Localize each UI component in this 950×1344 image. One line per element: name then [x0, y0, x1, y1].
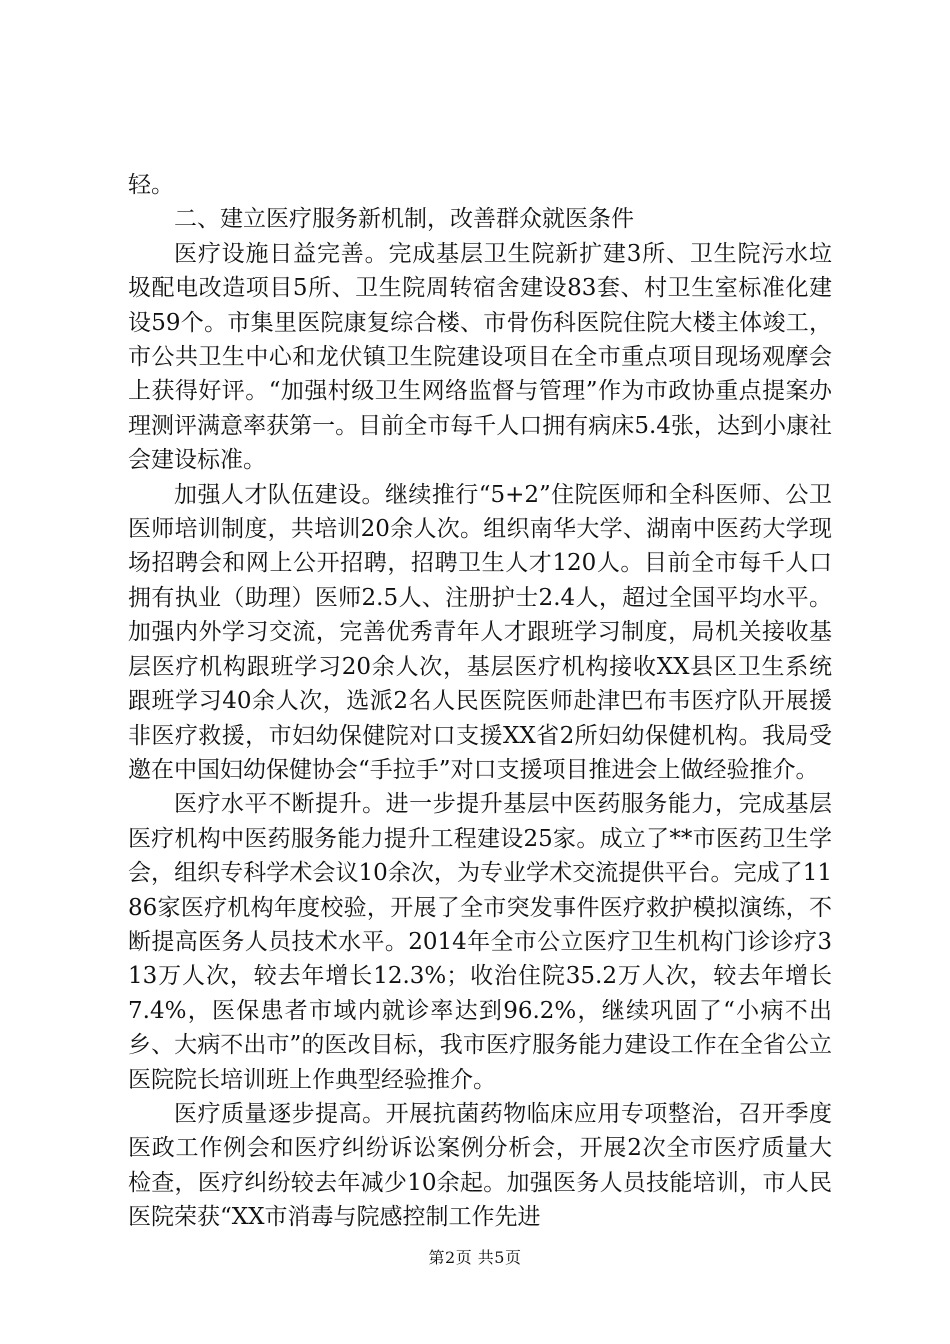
paragraph-talent-team: 加强人才队伍建设。继续推行“5+2”住院医师和全科医师、公卫医师培训制度，共培训20余人次。组织南华大学、湖南中医药大学现场招聘会和网上公开招聘，招聘卫生人才120人。目前全市每千人口拥有执业（助理）医师2.5人、注册护士2.4人，超过全国平均水平。加强内外学习交流，完善优秀青年人才跟班学习制度，局机关接收基层医疗机构跟班学习20余人次，基层医疗机构接收XX县区卫生系统跟班学习40余人次，选派2名人民医院医师赴津巴布韦医疗队开展援非医疗救援，市妇幼保健院对口支援XX省2所妇幼保健机构。我局受邀在中国妇幼保健协会“手拉手”对口支援项目推进会上做经验推介。	[128, 481, 832, 783]
section-heading: 二、建立医疗服务新机制，改善群众就医条件	[174, 206, 634, 233]
paragraph-medical-facilities: 医疗设施日益完善。完成基层卫生院新扩建3所、卫生院污水垃圾配电改造项目5所、卫生院周转宿舍建设83套、村卫生室标准化建设59个。市集里医院康复综合楼、市骨伤科医院住院大楼主体竣工，市公共卫生中心和龙伏镇卫生院建设项目在全市重点项目现场观摩会上获得好评。“加强村级卫生网络监督与管理”作为市政协重点提案办理测评满意率获第一。目前全市每千人口拥有病床5.4张，达到小康社会建设标准。	[128, 240, 832, 474]
paragraph-medical-level: 医疗水平不断提升。进一步提升基层中医药服务能力，完成基层医疗机构中医药服务能力提升工程建设25家。成立了**市医药卫生学会，组织专科学术会议10余次，为专业学术交流提供平台。完成了1186家医疗机构年度校验，开展了全市突发事件医疗救护模拟演练，不断提高医务人员技术水平。2014年全市公立医疗卫生机构门诊诊疗313万人次，较去年增长12.3%；收治住院35.2万人次，较去年增长7.4%，医保患者市域内就诊率达到96.2%，继续巩固了“小病不出乡、大病不出市”的医改目标，我市医疗服务能力建设工作在全省公立医院院长培训班上作典型经验推介。	[128, 791, 832, 1093]
paragraph-medical-quality: 医疗质量逐步提高。开展抗菌药物临床应用专项整治，召开季度医政工作例会和医疗纠纷诉讼案例分析会，开展2次全市医疗质量大检查，医疗纠纷较去年减少10余起。加强医务人员技能培训，市人民医院荣获“XX市消毒与院感控制工作先进	[128, 1100, 832, 1231]
document-body	[128, 168, 832, 1235]
page-number-footer: 第2页 共5页	[428, 1248, 522, 1267]
paragraph-continuation: 轻。	[128, 172, 174, 198]
